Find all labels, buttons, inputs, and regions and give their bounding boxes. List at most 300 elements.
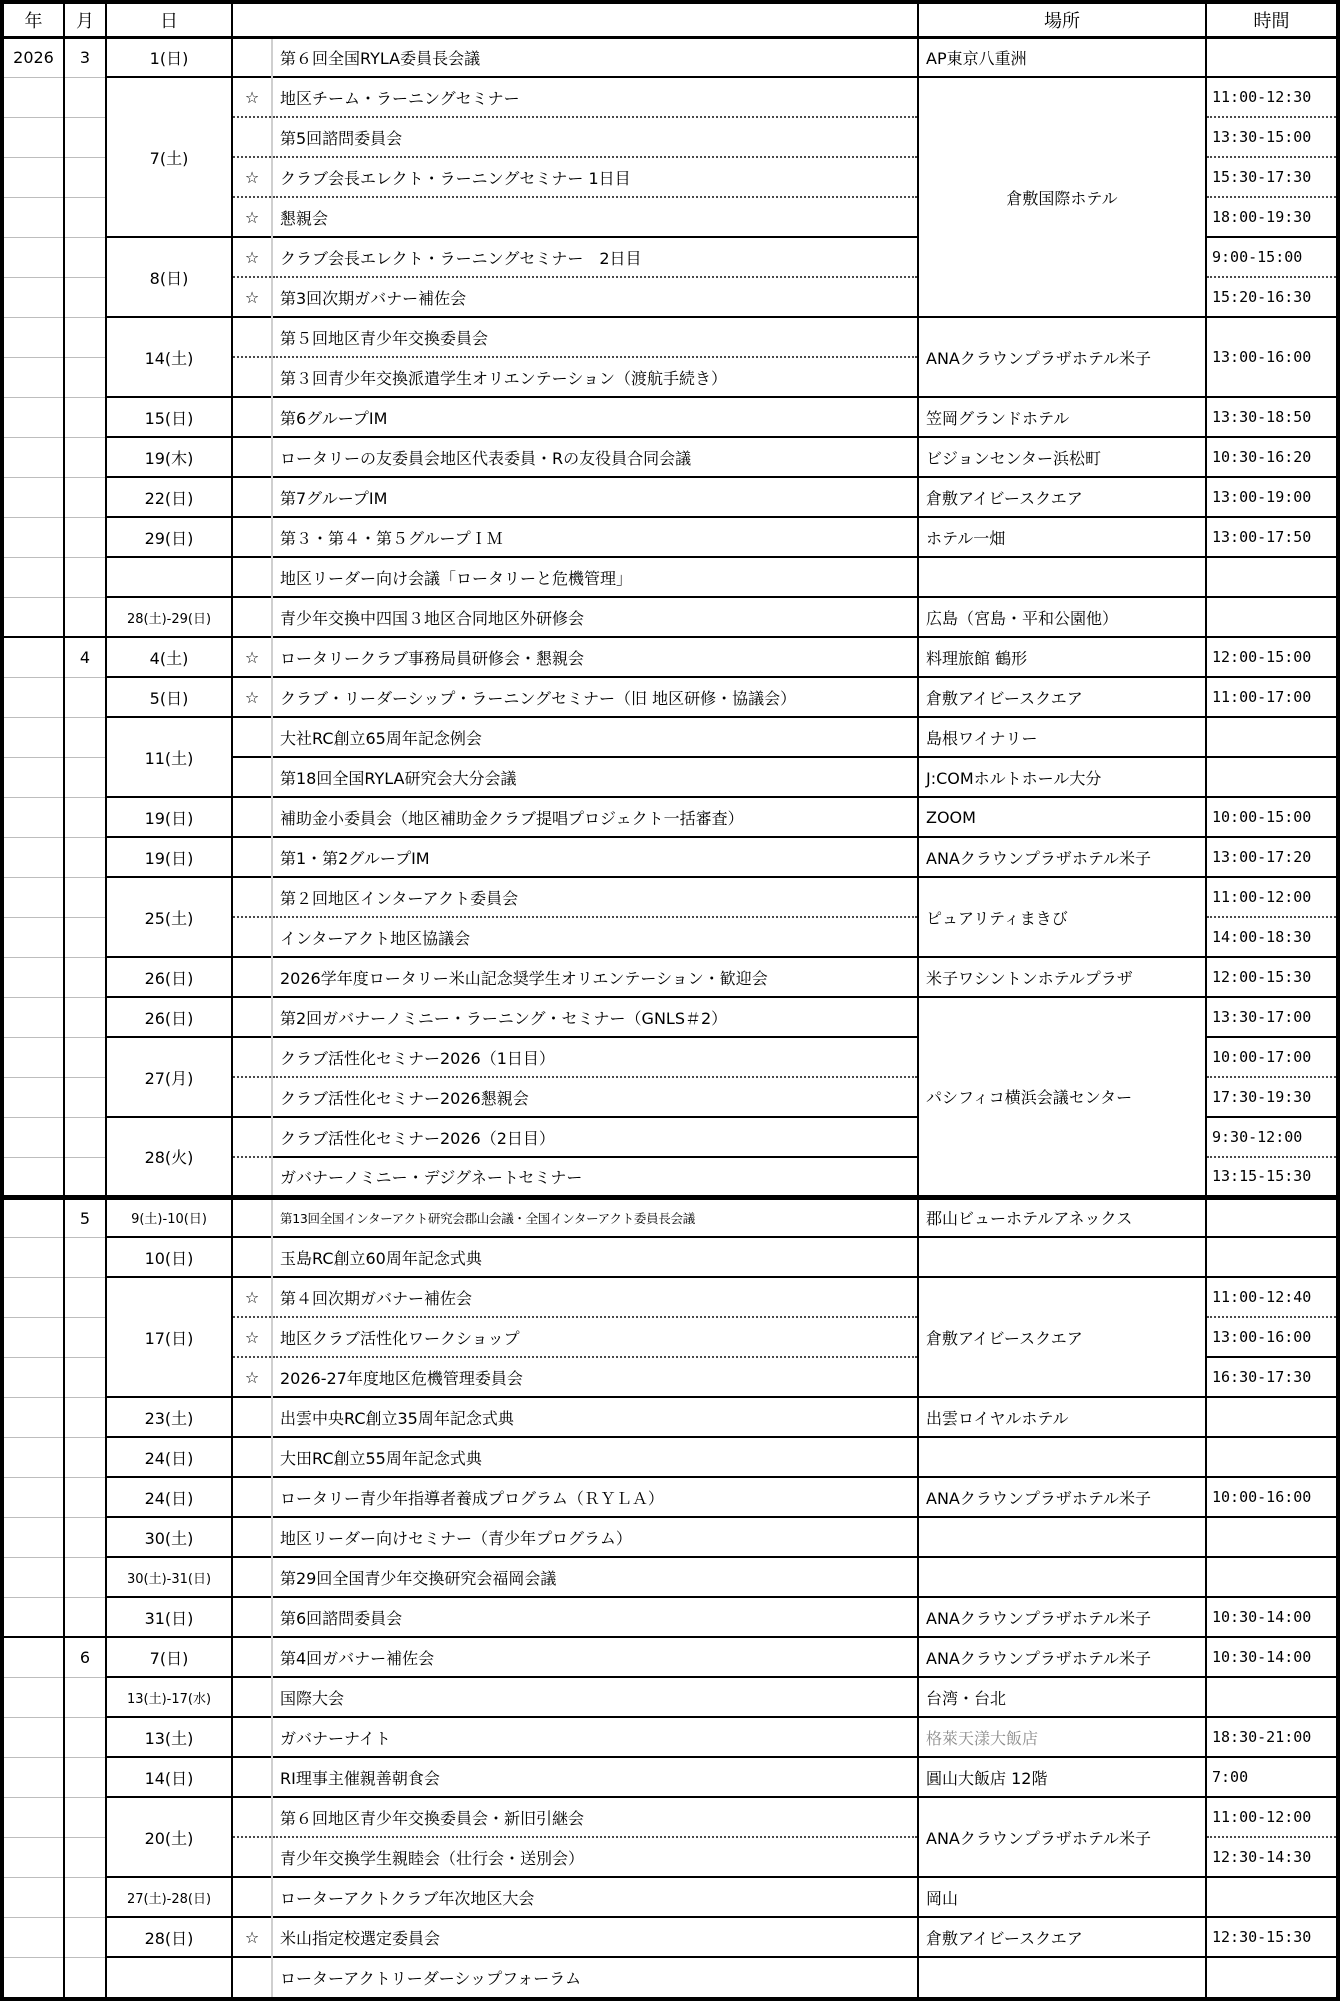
time-cell: 12:30-15:30 xyxy=(1206,1917,1336,1957)
time-cell: 11:00-12:00 xyxy=(1206,1797,1336,1837)
time-cell: 13:00-16:00 xyxy=(1206,1317,1336,1357)
time-cell xyxy=(1206,37,1336,77)
month-cell xyxy=(64,757,106,797)
time-cell: 11:00-17:00 xyxy=(1206,677,1336,717)
time-cell xyxy=(1206,597,1336,637)
year-cell xyxy=(4,1157,64,1197)
month-cell xyxy=(64,1837,106,1877)
year-cell xyxy=(4,317,64,357)
table-row xyxy=(4,837,1336,877)
day-cell: 27(土)-28(日) xyxy=(106,1877,232,1917)
month-cell xyxy=(64,1077,106,1117)
star-cell xyxy=(232,837,272,877)
year-cell xyxy=(4,597,64,637)
month-cell xyxy=(64,1117,106,1157)
star-cell xyxy=(232,1877,272,1917)
month-cell xyxy=(64,1597,106,1637)
year-cell xyxy=(4,957,64,997)
year-cell xyxy=(4,637,64,677)
event-cell: 第18回全国RYLA研究会大分会議 xyxy=(272,757,918,797)
star-cell xyxy=(232,1077,272,1117)
place-cell: 倉敷アイビースクエア xyxy=(918,1277,1206,1397)
event-cell: 地区リーダー向けセミナー（青少年プログラム） xyxy=(272,1517,918,1557)
place-cell: ANAクラウンプラザホテル米子 xyxy=(918,1637,1206,1677)
event-cell: 米山指定校選定委員会 xyxy=(272,1917,918,1957)
place-cell: 出雲ロイヤルホテル xyxy=(918,1397,1206,1437)
year-cell xyxy=(4,1517,64,1557)
event-cell: 玉島RC創立60周年記念式典 xyxy=(272,1237,918,1277)
star-cell xyxy=(232,117,272,157)
year-cell xyxy=(4,1117,64,1157)
star-cell xyxy=(232,997,272,1037)
table-row xyxy=(4,557,1336,597)
day-cell: 31(日) xyxy=(106,1597,232,1637)
place-cell: ANAクラウンプラザホテル米子 xyxy=(918,1797,1206,1877)
year-cell xyxy=(4,1077,64,1117)
month-cell xyxy=(64,117,106,157)
place-cell xyxy=(918,557,1206,597)
month-cell xyxy=(64,397,106,437)
table-row xyxy=(4,1397,1336,1437)
star-cell xyxy=(232,877,272,917)
year-cell xyxy=(4,1597,64,1637)
time-cell: 9:30-12:00 xyxy=(1206,1117,1336,1157)
time-cell: 12:00-15:30 xyxy=(1206,957,1336,997)
year-cell xyxy=(4,1637,64,1677)
event-cell: 第7グループIM xyxy=(272,477,918,517)
event-cell: 地区クラブ活性化ワークショップ xyxy=(272,1317,918,1357)
year-cell xyxy=(4,357,64,397)
time-cell: 13:00-16:00 xyxy=(1206,317,1336,397)
year-cell xyxy=(4,437,64,477)
month-cell xyxy=(64,357,106,397)
month-cell: 4 xyxy=(64,637,106,677)
place-cell: 倉敷国際ホテル xyxy=(918,77,1206,317)
month-cell xyxy=(64,1717,106,1757)
month-cell xyxy=(64,1437,106,1477)
year-cell xyxy=(4,397,64,437)
place-cell: パシフィコ横浜会議センター xyxy=(918,997,1206,1197)
event-cell: ローターアクトリーダーシップフォーラム xyxy=(272,1957,918,1997)
day-cell: 25(土) xyxy=(106,877,232,957)
table-row xyxy=(4,1757,1336,1797)
place-cell: 倉敷アイビースクエア xyxy=(918,1917,1206,1957)
day-cell: 11(土) xyxy=(106,717,232,797)
month-cell xyxy=(64,277,106,317)
place-cell: 米子ワシントンホテルプラザ xyxy=(918,957,1206,997)
star-icon: ☆ xyxy=(232,77,272,117)
star-cell xyxy=(232,1557,272,1597)
event-cell: 地区リーダー向け会議「ロータリーと危機管理」 xyxy=(272,557,918,597)
month-cell xyxy=(64,197,106,237)
month-cell xyxy=(64,1757,106,1797)
event-cell: 第1・第2グループIM xyxy=(272,837,918,877)
star-cell xyxy=(232,1117,272,1157)
year-cell xyxy=(4,477,64,517)
time-cell: 13:30-18:50 xyxy=(1206,397,1336,437)
year-cell xyxy=(4,1317,64,1357)
place-cell: 笠岡グランドホテル xyxy=(918,397,1206,437)
event-cell: 2026-27年度地区危機管理委員会 xyxy=(272,1357,918,1397)
event-cell: 青少年交換学生親睦会（壮行会・送別会） xyxy=(272,1837,918,1877)
time-cell: 15:20-16:30 xyxy=(1206,277,1336,317)
event-cell: 第6グループIM xyxy=(272,397,918,437)
star-cell xyxy=(232,37,272,77)
year-cell xyxy=(4,117,64,157)
header-time: 時間 xyxy=(1206,4,1336,37)
year-cell xyxy=(4,197,64,237)
table-row xyxy=(4,317,1336,357)
day-cell: 27(月) xyxy=(106,1037,232,1117)
time-cell xyxy=(1206,1557,1336,1597)
event-cell: 大田RC創立55周年記念式典 xyxy=(272,1437,918,1477)
time-cell: 12:00-15:00 xyxy=(1206,637,1336,677)
event-cell: 青少年交換中四国３地区合同地区外研修会 xyxy=(272,597,918,637)
star-icon: ☆ xyxy=(232,157,272,197)
star-icon: ☆ xyxy=(232,197,272,237)
star-cell xyxy=(232,437,272,477)
table-row xyxy=(4,1957,1336,1997)
table-row xyxy=(4,37,1336,77)
place-cell: AP東京八重洲 xyxy=(918,37,1206,77)
day-cell: 26(日) xyxy=(106,957,232,997)
day-cell: 30(土)-31(日) xyxy=(106,1557,232,1597)
time-cell: 14:00-18:30 xyxy=(1206,917,1336,957)
day-cell: 19(日) xyxy=(106,797,232,837)
year-cell xyxy=(4,277,64,317)
month-cell xyxy=(64,1237,106,1277)
table-row xyxy=(4,1197,1336,1237)
table-row xyxy=(4,1277,1336,1317)
month-cell xyxy=(64,957,106,997)
event-cell: クラブ・リーダーシップ・ラーニングセミナー（旧 地区研修・協議会） xyxy=(272,677,918,717)
time-cell: 12:30-14:30 xyxy=(1206,1837,1336,1877)
star-cell xyxy=(232,357,272,397)
place-cell: 倉敷アイビースクエア xyxy=(918,677,1206,717)
time-cell: 15:30-17:30 xyxy=(1206,157,1336,197)
event-cell: 2026学年度ロータリー米山記念奨学生オリエンテーション・歓迎会 xyxy=(272,957,918,997)
star-cell xyxy=(232,1437,272,1477)
event-cell: ロータリー青少年指導者養成プログラム（ＲＹＬＡ） xyxy=(272,1477,918,1517)
day-cell: 30(土) xyxy=(106,1517,232,1557)
star-cell xyxy=(232,717,272,757)
event-cell: ガバナーナイト xyxy=(272,1717,918,1757)
table-row xyxy=(4,1597,1336,1637)
time-cell xyxy=(1206,1397,1336,1437)
event-cell: 第2回ガバナーノミニー・ラーニング・セミナー（GNLS＃2） xyxy=(272,997,918,1037)
day-cell: 8(日) xyxy=(106,237,232,317)
year-cell xyxy=(4,1237,64,1277)
table-row xyxy=(4,1237,1336,1277)
table-row xyxy=(4,517,1336,557)
event-cell: 第3回次期ガバナー補佐会 xyxy=(272,277,918,317)
day-cell: 28(土)-29(日) xyxy=(106,597,232,637)
place-cell xyxy=(918,1237,1206,1277)
table-row xyxy=(4,1797,1336,1837)
star-icon: ☆ xyxy=(232,1357,272,1397)
time-cell: 10:30-16:20 xyxy=(1206,437,1336,477)
year-cell xyxy=(4,757,64,797)
day-cell xyxy=(106,1957,232,1997)
table-row xyxy=(4,637,1336,677)
event-cell: 第２回地区インターアクト委員会 xyxy=(272,877,918,917)
day-cell: 22(日) xyxy=(106,477,232,517)
time-cell: 13:30-17:00 xyxy=(1206,997,1336,1037)
day-cell: 1(日) xyxy=(106,37,232,77)
month-cell xyxy=(64,157,106,197)
event-cell: クラブ活性化セミナー2026（1日目） xyxy=(272,1037,918,1077)
table-row xyxy=(4,1637,1336,1677)
star-cell xyxy=(232,1597,272,1637)
time-cell xyxy=(1206,1877,1336,1917)
star-cell xyxy=(232,1717,272,1757)
month-cell xyxy=(64,1277,106,1317)
day-cell: 13(土) xyxy=(106,1717,232,1757)
month-cell xyxy=(64,1797,106,1837)
year-cell xyxy=(4,1557,64,1597)
time-cell: 11:00-12:40 xyxy=(1206,1277,1336,1317)
table-row xyxy=(4,1437,1336,1477)
star-cell xyxy=(232,557,272,597)
event-cell: ローターアクトクラブ年次地区大会 xyxy=(272,1877,918,1917)
year-cell xyxy=(4,1677,64,1717)
header-place: 場所 xyxy=(918,4,1206,37)
table-row xyxy=(4,957,1336,997)
time-cell xyxy=(1206,1437,1336,1477)
time-cell: 13:00-19:00 xyxy=(1206,477,1336,517)
year-cell xyxy=(4,1197,64,1237)
place-cell: ANAクラウンプラザホテル米子 xyxy=(918,317,1206,397)
day-cell: 13(土)-17(水) xyxy=(106,1677,232,1717)
place-cell: 圓山大飯店 12階 xyxy=(918,1757,1206,1797)
year-cell xyxy=(4,797,64,837)
table-row xyxy=(4,717,1336,757)
time-cell xyxy=(1206,1677,1336,1717)
table-row xyxy=(4,477,1336,517)
day-cell: 28(日) xyxy=(106,1917,232,1957)
month-cell xyxy=(64,717,106,757)
year-cell xyxy=(4,997,64,1037)
time-cell: 10:00-15:00 xyxy=(1206,797,1336,837)
year-cell xyxy=(4,557,64,597)
place-cell: 格萊天漾大飯店 xyxy=(918,1717,1206,1757)
month-cell xyxy=(64,1477,106,1517)
time-cell: 18:00-19:30 xyxy=(1206,197,1336,237)
month-cell xyxy=(64,1957,106,1997)
month-cell xyxy=(64,1317,106,1357)
day-cell: 7(日) xyxy=(106,1637,232,1677)
month-cell: 6 xyxy=(64,1637,106,1677)
event-cell: クラブ活性化セミナー2026懇親会 xyxy=(272,1077,918,1117)
table-row xyxy=(4,1717,1336,1757)
star-cell xyxy=(232,1797,272,1837)
year-cell xyxy=(4,677,64,717)
time-cell: 16:30-17:30 xyxy=(1206,1357,1336,1397)
event-cell: 補助金小委員会（地区補助金クラブ提唱プロジェクト一括審査） xyxy=(272,797,918,837)
month-cell xyxy=(64,1157,106,1197)
day-cell: 14(土) xyxy=(106,317,232,397)
star-cell xyxy=(232,1957,272,1997)
month-cell xyxy=(64,677,106,717)
year-cell xyxy=(4,517,64,557)
table-row xyxy=(4,677,1336,717)
month-cell xyxy=(64,797,106,837)
star-cell xyxy=(232,1037,272,1077)
place-cell: 岡山 xyxy=(918,1877,1206,1917)
month-cell xyxy=(64,437,106,477)
star-cell xyxy=(232,1837,272,1877)
time-cell: 11:00-12:30 xyxy=(1206,77,1336,117)
event-cell: 地区チーム・ラーニングセミナー xyxy=(272,77,918,117)
time-cell xyxy=(1206,1517,1336,1557)
time-cell: 10:30-14:00 xyxy=(1206,1597,1336,1637)
event-cell: 第5回諮問委員会 xyxy=(272,117,918,157)
star-cell xyxy=(232,517,272,557)
place-cell: ビジョンセンター浜松町 xyxy=(918,437,1206,477)
year-cell xyxy=(4,1437,64,1477)
event-cell: 懇親会 xyxy=(272,197,918,237)
day-cell: 5(日) xyxy=(106,677,232,717)
event-cell: クラブ会長エレクト・ラーニングセミナー 1日目 xyxy=(272,157,918,197)
day-cell: 24(日) xyxy=(106,1437,232,1477)
event-cell: クラブ会長エレクト・ラーニングセミナー 2日目 xyxy=(272,237,918,277)
place-cell: 料理旅館 鶴形 xyxy=(918,637,1206,677)
year-cell xyxy=(4,1357,64,1397)
day-cell: 24(日) xyxy=(106,1477,232,1517)
event-cell: 第6回諮問委員会 xyxy=(272,1597,918,1637)
month-cell xyxy=(64,1557,106,1597)
place-cell xyxy=(918,1517,1206,1557)
day-cell: 7(土) xyxy=(106,77,232,237)
year-cell xyxy=(4,1797,64,1837)
year-cell: 2026 xyxy=(4,37,64,77)
month-cell xyxy=(64,1917,106,1957)
star-cell xyxy=(232,1397,272,1437)
day-cell: 29(日) xyxy=(106,517,232,557)
month-cell xyxy=(64,1877,106,1917)
star-cell xyxy=(232,757,272,797)
header-year: 年 xyxy=(4,4,64,37)
place-cell: ZOOM xyxy=(918,797,1206,837)
star-cell xyxy=(232,1157,272,1197)
star-icon: ☆ xyxy=(232,237,272,277)
time-cell: 17:30-19:30 xyxy=(1206,1077,1336,1117)
year-cell xyxy=(4,157,64,197)
event-cell: 第３回青少年交換派遣学生オリエンテーション（渡航手続き） xyxy=(272,357,918,397)
day-cell: 4(土) xyxy=(106,637,232,677)
time-cell xyxy=(1206,757,1336,797)
month-cell xyxy=(64,1037,106,1077)
day-cell: 10(日) xyxy=(106,1237,232,1277)
star-icon: ☆ xyxy=(232,277,272,317)
year-cell xyxy=(4,1877,64,1917)
year-cell xyxy=(4,1037,64,1077)
event-cell: 国際大会 xyxy=(272,1677,918,1717)
table-row xyxy=(4,1917,1336,1957)
event-cell: ロータリーの友委員会地区代表委員・Rの友役員合同会議 xyxy=(272,437,918,477)
place-cell: ホテル一畑 xyxy=(918,517,1206,557)
time-cell: 13:15-15:30 xyxy=(1206,1157,1336,1197)
month-cell xyxy=(64,1357,106,1397)
year-cell xyxy=(4,877,64,917)
time-cell: 13:30-15:00 xyxy=(1206,117,1336,157)
month-cell xyxy=(64,77,106,117)
year-cell xyxy=(4,1277,64,1317)
place-cell: ANAクラウンプラザホテル米子 xyxy=(918,1597,1206,1637)
table-row xyxy=(4,437,1336,477)
time-cell xyxy=(1206,717,1336,757)
place-cell: J:COMホルトホール大分 xyxy=(918,757,1206,797)
schedule-table xyxy=(4,4,1336,1997)
month-cell xyxy=(64,917,106,957)
place-cell: 台湾・台北 xyxy=(918,1677,1206,1717)
schedule-body xyxy=(4,37,1336,1997)
time-cell: 10:00-17:00 xyxy=(1206,1037,1336,1077)
star-icon: ☆ xyxy=(232,677,272,717)
day-cell: 14(日) xyxy=(106,1757,232,1797)
month-cell xyxy=(64,517,106,557)
year-cell xyxy=(4,1917,64,1957)
star-cell xyxy=(232,477,272,517)
time-cell: 10:00-16:00 xyxy=(1206,1477,1336,1517)
header-event xyxy=(232,4,918,37)
place-cell: ANAクラウンプラザホテル米子 xyxy=(918,837,1206,877)
time-cell xyxy=(1206,1957,1336,1997)
month-cell xyxy=(64,997,106,1037)
star-icon: ☆ xyxy=(232,1277,272,1317)
event-cell: 第５回地区青少年交換委員会 xyxy=(272,317,918,357)
event-cell: 第６回地区青少年交換委員会・新旧引継会 xyxy=(272,1797,918,1837)
year-cell xyxy=(4,1757,64,1797)
time-cell xyxy=(1206,1197,1336,1237)
year-cell xyxy=(4,77,64,117)
event-cell: 出雲中央RC創立35周年記念式典 xyxy=(272,1397,918,1437)
place-cell: ピュアリティまきび xyxy=(918,877,1206,957)
day-cell: 23(土) xyxy=(106,1397,232,1437)
day-cell: 17(日) xyxy=(106,1277,232,1397)
place-cell: 倉敷アイビースクエア xyxy=(918,477,1206,517)
star-cell xyxy=(232,1237,272,1277)
year-cell xyxy=(4,1717,64,1757)
month-cell xyxy=(64,1517,106,1557)
day-cell: 28(火) xyxy=(106,1117,232,1197)
month-cell xyxy=(64,1677,106,1717)
place-cell: 郡山ビューホテルアネックス xyxy=(918,1197,1206,1237)
time-cell: 11:00-12:00 xyxy=(1206,877,1336,917)
year-cell xyxy=(4,237,64,277)
event-cell: クラブ活性化セミナー2026（2日目） xyxy=(272,1117,918,1157)
event-cell: ガバナーノミニー・デジグネートセミナー xyxy=(272,1157,918,1197)
table-row xyxy=(4,997,1336,1037)
month-cell: 5 xyxy=(64,1197,106,1237)
table-row xyxy=(4,1517,1336,1557)
day-cell: 9(土)-10(日) xyxy=(106,1197,232,1237)
event-cell: 第13回全国インターアクト研究会郡山会議・全国インターアクト委員長会議 xyxy=(272,1197,918,1237)
star-cell xyxy=(232,317,272,357)
place-cell: ANAクラウンプラザホテル米子 xyxy=(918,1477,1206,1517)
time-cell: 9:00-15:00 xyxy=(1206,237,1336,277)
month-cell xyxy=(64,1397,106,1437)
star-cell xyxy=(232,957,272,997)
star-cell xyxy=(232,397,272,437)
place-cell xyxy=(918,1557,1206,1597)
year-cell xyxy=(4,917,64,957)
table-row xyxy=(4,77,1336,117)
time-cell xyxy=(1206,557,1336,597)
month-cell xyxy=(64,317,106,357)
year-cell xyxy=(4,1397,64,1437)
month-cell xyxy=(64,597,106,637)
